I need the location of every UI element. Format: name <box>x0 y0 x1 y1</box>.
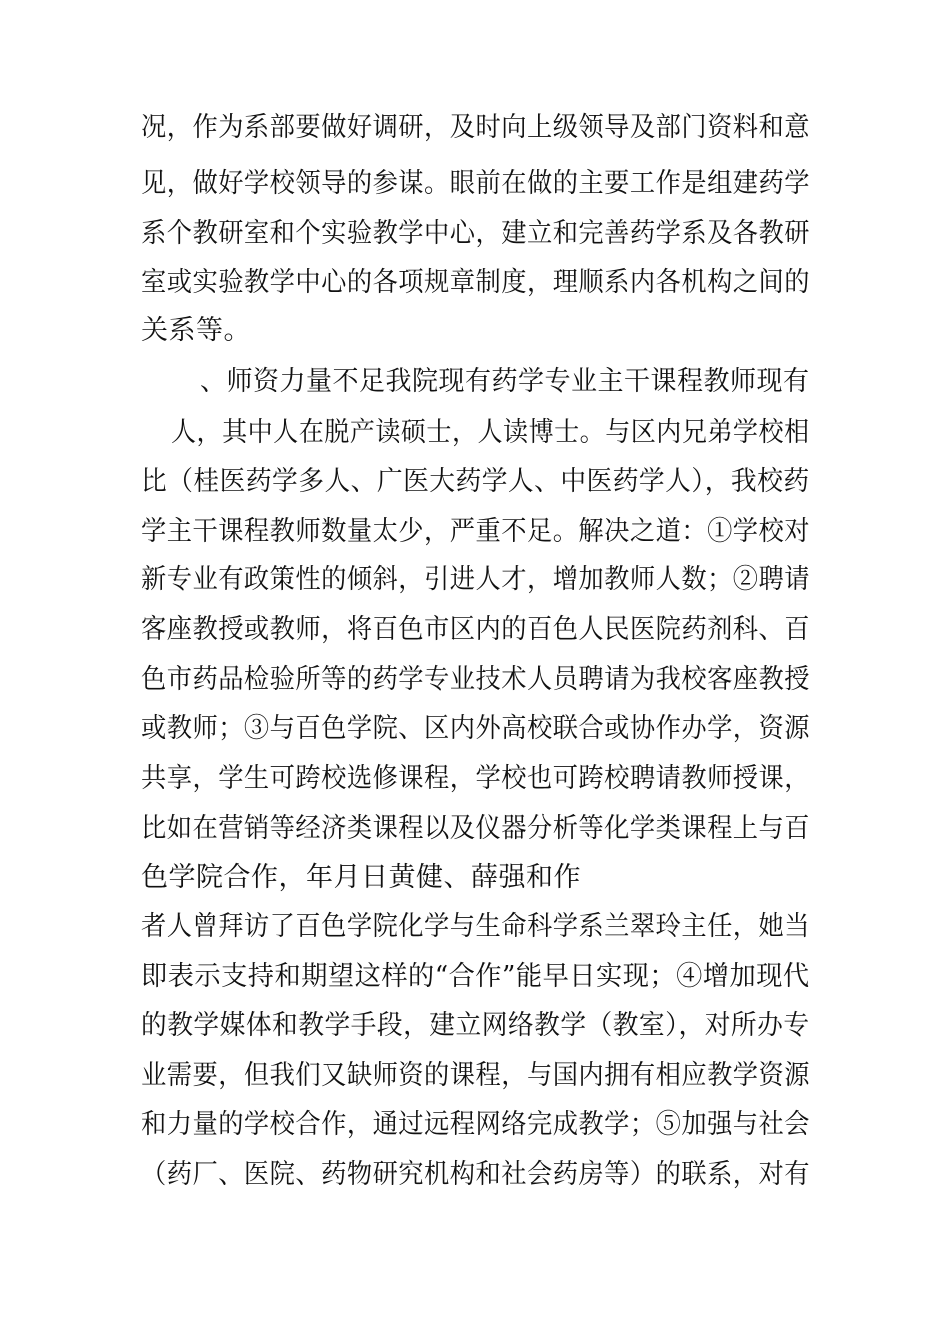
paragraph-2-line-15: 业需要，但我们又缺师资的课程，与国内拥有相应教学资源 <box>141 1060 810 1091</box>
paragraph-1-line-5: 关系等。 <box>141 315 251 346</box>
paragraph-2-line-5: 新专业有政策性的倾斜，引进人才，增加教师人数；②聘请 <box>141 564 810 595</box>
paragraph-2-line-14: 的教学媒体和教学手段，建立网络教学（教室），对所办专 <box>141 1010 810 1041</box>
paragraph-2-line-2: 人，其中人在脱产读硕士，人读博士。与区内兄弟学校相 <box>171 417 810 448</box>
paragraph-1-line-1: 况，作为系部要做好调研，及时向上级领导及部门资料和意 <box>141 112 810 143</box>
paragraph-2-line-12: 者人曾拜访了百色学院化学与生命科学系兰翠玲主任，她当 <box>141 911 810 942</box>
paragraph-2-line-1: 、师资力量不足我院现有药学专业主干课程教师现有 <box>200 366 810 397</box>
paragraph-2-line-16: 和力量的学校合作，通过远程网络完成教学；⑤加强与社会 <box>141 1109 810 1140</box>
paragraph-2-line-13: 即表示支持和期望这样的“合作”能早日实现；④增加现代 <box>141 961 810 992</box>
paragraph-2-line-3: 比（桂医药学多人、广医大药学人、中医药学人），我校药 <box>141 466 810 497</box>
paragraph-2-line-6: 客座教授或教师，将百色市区内的百色人民医院药剂科、百 <box>141 614 810 645</box>
paragraph-1-line-4: 室或实验教学中心的各项规章制度，理顺系内各机构之间的 <box>141 267 810 298</box>
paragraph-1-line-3: 系个教研室和个实验教学中心，建立和完善药学系及各教研 <box>141 218 810 249</box>
paragraph-2-line-8: 或教师；③与百色学院、区内外高校联合或协作办学，资源 <box>141 713 810 744</box>
paragraph-2-line-10: 比如在营销等经济类课程以及仪器分析等化学类课程上与百 <box>141 813 810 844</box>
paragraph-2-line-17: （药厂、医院、药物研究机构和社会药房等）的联系，对有 <box>141 1159 810 1190</box>
paragraph-2-line-9: 共享，学生可跨校选修课程，学校也可跨校聘请教师授课， <box>141 763 810 794</box>
paragraph-2-line-4: 学主干课程教师数量太少，严重不足。解决之道：①学校对 <box>141 516 810 547</box>
paragraph-2-line-7: 色市药品检验所等的药学专业技术人员聘请为我校客座教授 <box>141 664 810 695</box>
paragraph-2-line-11: 色学院合作，年月日黄健、薛强和作 <box>141 862 581 893</box>
paragraph-1-line-2: 见，做好学校领导的参谋。眼前在做的主要工作是组建药学 <box>141 168 810 199</box>
